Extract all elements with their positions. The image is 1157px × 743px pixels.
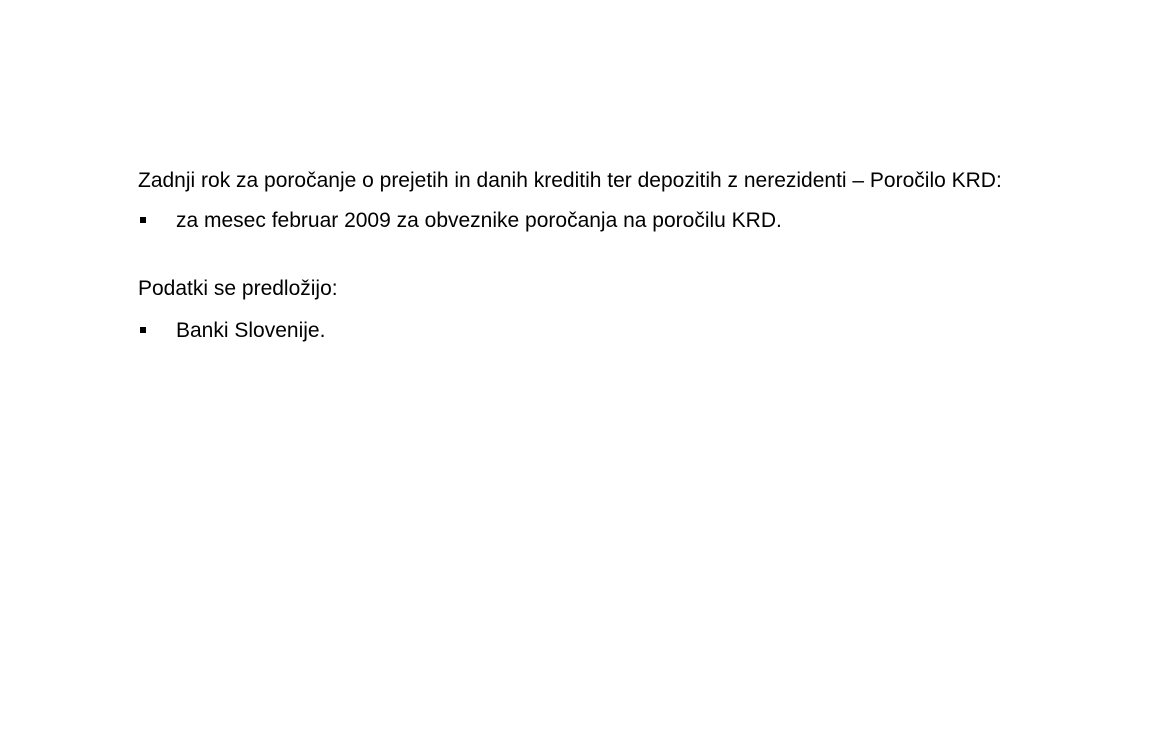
recipient-list: [138, 310, 1021, 352]
list-item: [138, 200, 1021, 242]
list-item-text: Banki Slovenije.: [176, 319, 326, 342]
list-item: [138, 310, 1021, 352]
submission-paragraph: Podatki se predložijo:: [138, 277, 338, 300]
square-bullet-icon: [140, 217, 146, 223]
deadline-list: [138, 200, 1021, 242]
square-bullet-icon: [140, 327, 146, 333]
paragraph-spacer: [138, 242, 1021, 268]
deadline-paragraph: Zadnji rok za poročanje o prejetih in danih kreditih ter depozitih z nerezidenti – Poročilo KRD:: [138, 169, 1002, 192]
list-item-text: za mesec februar 2009 za obveznike poročanja na poročilu KRD.: [176, 209, 782, 232]
document-body: [138, 162, 1021, 352]
